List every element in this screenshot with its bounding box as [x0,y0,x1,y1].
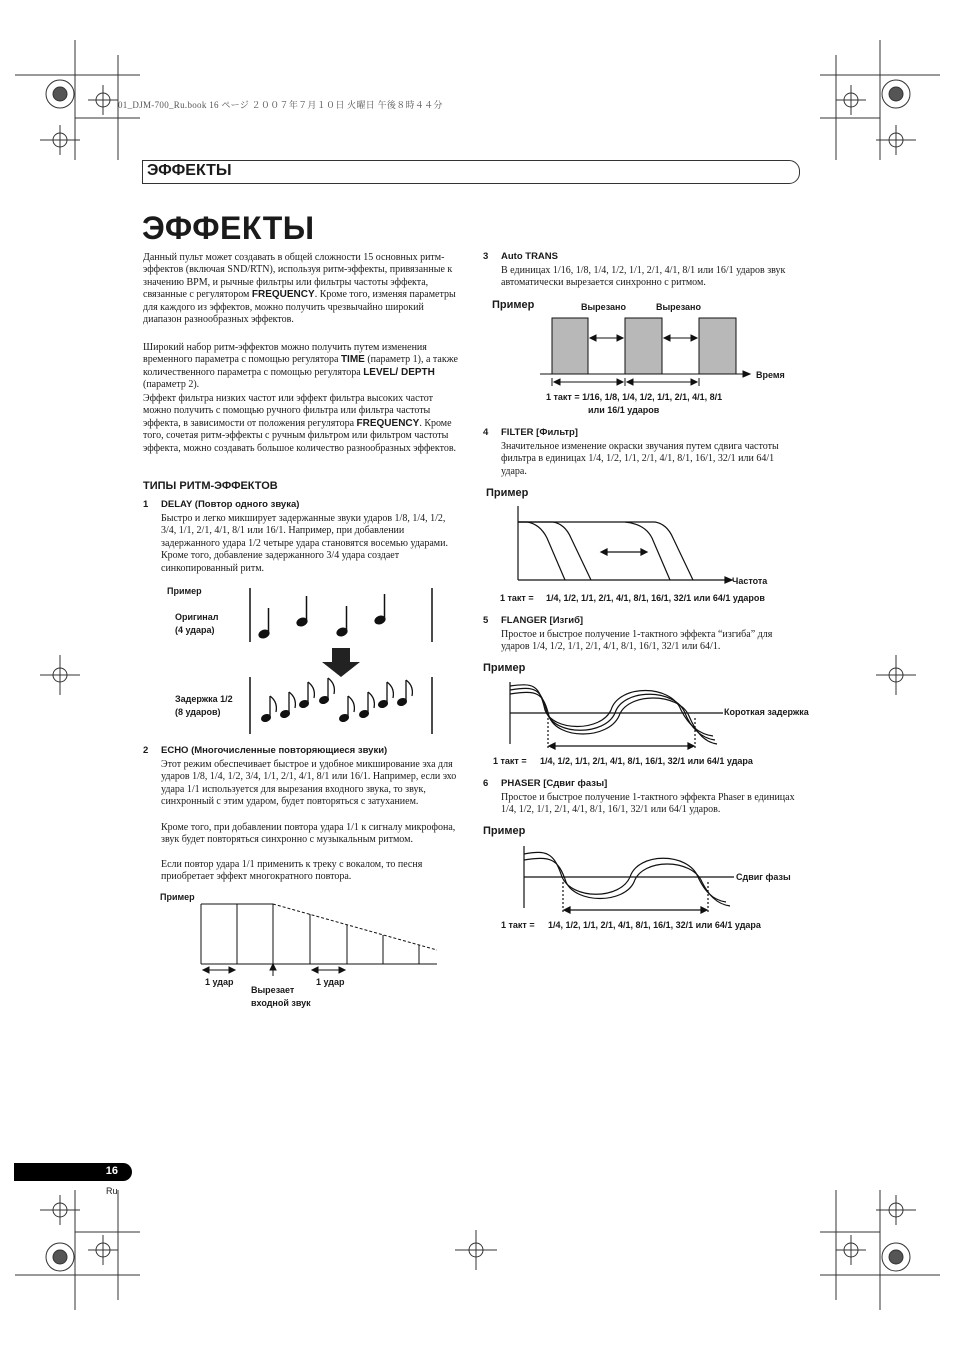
trans-title: Auto TRANS [501,251,558,262]
trans-text: В единицах 1/16, 1/8, 1/4, 1/2, 1/1, 2/1, 4/1, 8/1 или 16/1 ударов звук автоматически вырезается синхронно с ритмом. [501,265,786,289]
filter-text: Значительное изменение окраски звучания путем сдвига частоты фильтра в единицах 1/4, 1/2, 1/1, 2/1, 4/1, 8/1, 16/1, 32/1 или 64/1 удара. [501,441,779,477]
flanger-diagram [505,678,725,753]
item-number: 2 [143,745,149,756]
echo-beat-label: 1 удар [316,977,345,987]
filter-diagram [505,500,745,595]
delay-text: Быстро и легко микширует задержанные звуки ударов 1/8, 1/4, 1/2, 3/4, 1/1, 2/1, 4/1, 8/1 или 16/1. Например, при добавлении задержанного удара 1/2 четыре удара становятся восемью ударами. Кроме того, добавление задержанного 3/4 удара создает синкопированный ритм. [161,513,448,574]
intro-text: Широкий набор ритм-эффектов можно получить путем изменения временного параметра с помощью регулятора [143,342,427,366]
filter-title: FILTER [Фильтр] [501,427,578,438]
intro-text: Эффект фильтра низких частот или эффект фильтра высоких частот можно получить с помощью ручного фильтра или фильтра частоты эффекта, в зависимости от положения регулятора [143,393,433,429]
filter-example-label: Пример [486,487,529,499]
intro-text: Данный пульт может создавать в общей сложности 15 основных ритм-эффектов (включая SND/RTN), используя ритм-эффекты, привязанные к значению BPM, и рычные фильтры или фильтры частоты эффекта, связанные с регулятором [143,252,453,301]
item-number: 4 [483,427,489,438]
echo-beat-label: 1 удар [205,977,234,987]
item-number: 3 [483,251,489,262]
original-label: Оригинал [175,612,219,622]
page-title: ЭФФЕКТЫ [142,210,315,246]
section-header [142,160,800,184]
delay-half-label: Задержка 1/2 [175,694,233,704]
item-number: 1 [143,499,149,510]
filter-bar-values: 1/4, 1/2, 1/1, 2/1, 4/1, 8/1, 16/1, 32/1 или 64/1 ударов [546,593,765,603]
down-arrow-icon [322,648,360,677]
filter-frequency-label: Частота [732,576,768,586]
eighth-notes [261,678,413,723]
flanger-bar-values: 1/4, 1/2, 1/1, 2/1, 4/1, 8/1, 16/1, 32/1 или 64/1 удара [540,756,753,766]
flanger-bar-label: 1 такт = [493,756,527,766]
page-language: Ru [106,1186,118,1196]
delay-example-label: Пример [167,586,202,596]
intro-paragraph-2 [143,342,463,392]
intro-text: . Кроме того, изменяя параметры для каждого из эффектов, можно получить чрезвычайно широкий диапазон разнообразных эффектов. [143,289,456,326]
original-beats-label: (4 удара) [175,625,215,635]
delay-diagram [240,582,440,742]
echo-text-3: Если повтор удара 1/1 применить к треку с вокалом, то песня приобретает эффект многократного повтора. [161,859,423,883]
trans-example-label: Пример [492,299,535,311]
echo-input-label: входной звук [251,998,311,1008]
delay-beats-label: (8 ударов) [175,707,221,717]
filter-bar-label: 1 такт = [500,593,534,603]
echo-text-2: Кроме того, при добавлении повтора удара 1/1 к сигналу микрофона, звук будет повторяться синхронно с музыкальным ритмом. [161,822,456,846]
trans-time-label: Время [756,370,785,380]
trans-diagram [540,312,755,392]
echo-example-label: Пример [160,892,195,902]
print-header: 01_DJM-700_Ru.book 16 ページ ２００７年７月１０日 火曜日 午後８時４４分 [118,100,443,110]
trans-cut-label: Вырезано [656,302,701,312]
section-header-title: ЭФФЕКТЫ [147,162,232,179]
echo-cut-label: Вырезает [251,985,295,995]
phaser-shift-label: Сдвиг фазы [736,872,791,882]
phaser-title: PHASER [Сдвиг фазы] [501,778,608,789]
flanger-text: Простое и быстрое получение 1-тактного эффекта “изгиба” для ударов 1/4, 1/2, 1/1, 2/1, 4/1, 8/1, 16/1, 32/1 или 64/1. [501,629,773,653]
intro-text: (параметр 2). [143,379,200,391]
echo-diagram [195,900,445,980]
page-number-badge [14,1163,132,1181]
phaser-diagram [516,842,736,917]
phaser-bar-values: 1/4, 1/2, 1/1, 2/1, 4/1, 8/1, 16/1, 32/1 или 64/1 удара [548,920,761,930]
intro-text: . Кроме того, сочетая ритм-эффекты с ручным фильтром или фильтром частоты эффекта, можно создавать большое количество разнообразных эффектов. [143,417,457,454]
time-label: TIME [340,354,365,366]
trans-bar-label: 1 такт = 1/16, 1/8, 1/4, 1/2, 1/1, 2/1, 4/1, 8/1 [546,392,723,402]
echo-text-1: Этот режим обеспечивает быстрое и удобное микширование эха для ударов 1/8, 1/4, 1/2, 3/4, 1/1, 2/1, 4/1, 8/1 или 16/1. Например, если эхо удара 1/1 используется для вырезания входного звука, то звук, синхронный с этим ударом, будет повторяться с затуханием. [161,759,457,808]
item-number: 6 [483,778,489,789]
trans-bar-label-2: или 16/1 ударов [588,405,660,415]
phaser-example-label: Пример [483,825,526,837]
flanger-short-delay-label: Короткая задержка [724,707,809,717]
flanger-title: FLANGER [Изгиб] [501,615,584,626]
quarter-notes [258,594,386,639]
item-number: 5 [483,615,489,626]
intro-text: (параметр 1), а также количественного параметра с помощью регулятора [143,354,458,378]
phaser-bar-label: 1 такт = [501,920,535,930]
flanger-example-label: Пример [483,662,526,674]
frequency-label: FREQUENCY [356,417,420,429]
types-heading: ТИПЫ РИТМ-ЭФФЕКТОВ [143,480,278,492]
frequency-label: FREQUENCY [251,289,315,301]
phaser-text: Простое и быстрое получение 1-тактного эффекта Phaser в единицах 1/4, 1/2, 1/1, 2/1, 4/1, 8/1, 16/1, 32/1 или 64/1 ударов. [501,792,795,816]
level-depth-label: LEVEL/ DEPTH [363,366,435,378]
intro-paragraph-1 [143,252,463,326]
page-number: 16 [105,1165,118,1177]
trans-cut-label: Вырезано [581,302,626,312]
delay-title: DELAY (Повтор одного звука) [161,499,300,510]
echo-title: ECHO (Многочисленные повторяющиеся звуки) [161,745,388,756]
intro-paragraph-3 [143,393,463,455]
